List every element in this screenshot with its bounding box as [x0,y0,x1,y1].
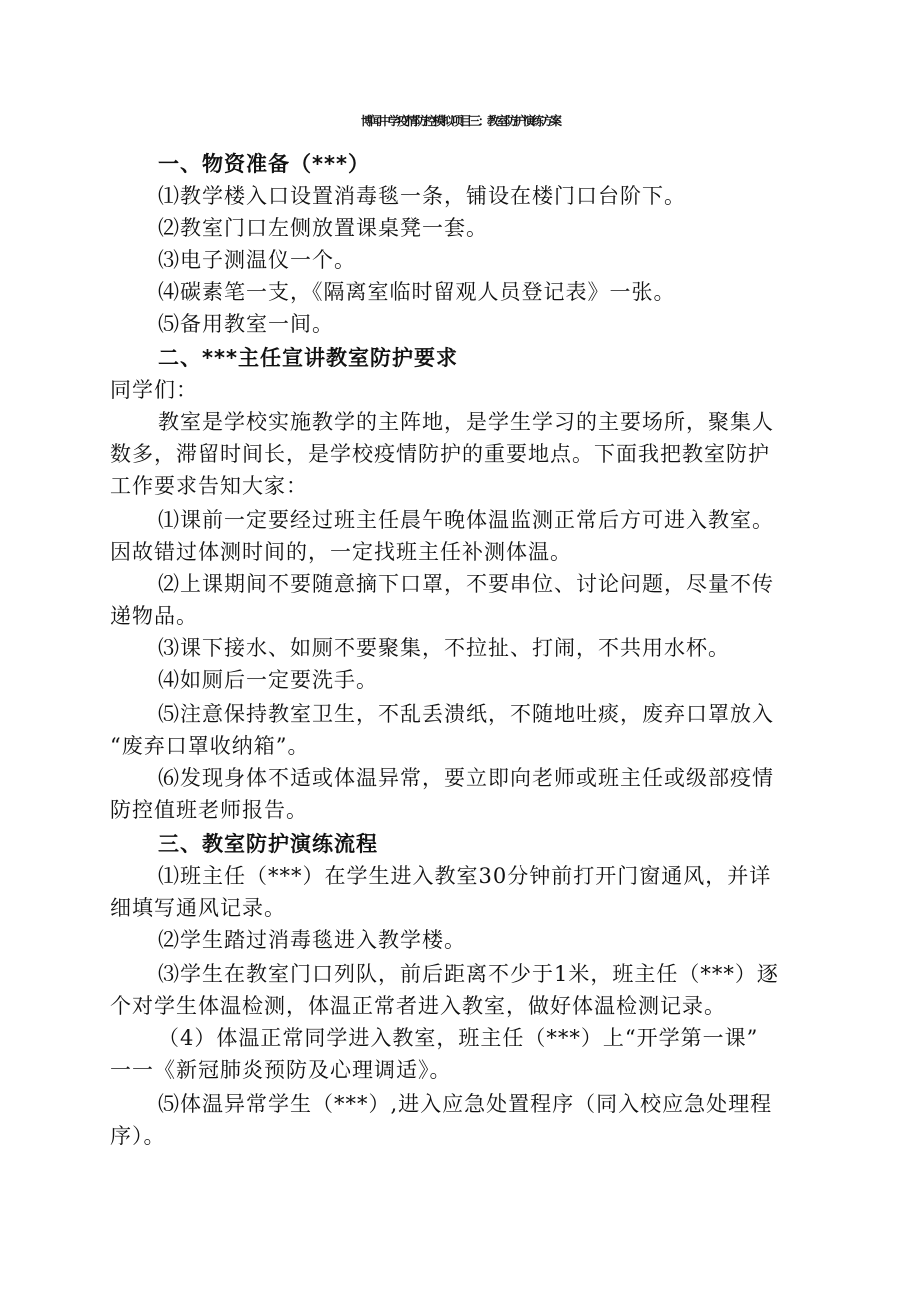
paragraph-line: 递物品。 [110,604,198,628]
paragraph-line: ⑶学生在教室门口列队，前后距离不少于1米，班主任（***）逐 [158,962,779,986]
section-1-item: ⑵教室门口左侧放置课桌凳一套。 [158,216,488,240]
document-title: 博闻中学疫情防控模拟项目三：教室防护演练方案 [360,114,559,128]
section-3-heading: 三、教室防护演练流程 [158,832,378,856]
paragraph-line: ⑵上课期间不要随意摘下口罩，不要串位、讨论问题，尽量不传 [158,572,774,596]
paragraph-line: 一一《新冠肺炎预防及心理调适》。 [110,1058,452,1082]
paragraph-line: （4）体温正常同学进入教室，班主任（***）上“开学第一课” [158,1026,759,1050]
paragraph-line: 工作要求告知大家： [110,474,308,498]
paragraph-line: 防控值班老师报告。 [110,798,308,822]
paragraph-line: 教室是学校实施教学的主阵地，是学生学习的主要场所，聚集人 [158,410,774,434]
section-1-item: ⑶电子测温仪一个。 [158,248,356,272]
paragraph-line: 细填写通风记录。 [110,896,286,920]
paragraph-line: 序）。 [110,1124,166,1148]
section-1-item: ⑸备用教室一间。 [158,312,334,336]
paragraph-line: ⑸注意保持教室卫生，不乱丢溃纸，不随地吐痰，废弃口罩放入 [158,702,774,726]
paragraph-line: ⑵学生踏过消毒毯进入教学楼。 [158,928,466,952]
paragraph-line: 数多，滞留时间长，是学校疫情防护的重要地点。下面我把教室防护 [110,442,770,466]
paragraph-line: ⑸体温异常学生（***）,进入应急处置程序（同入校应急处理程 [158,1092,773,1116]
paragraph-line: ⑹发现身体不适或体温异常，要立即向老师或班主任或级部疫情 [158,766,774,790]
section-1-item: ⑷碳素笔一支，《隔离室临时留观人员登记表》一张。 [158,280,676,304]
salutation: 同学们： [110,378,198,402]
section-1-item: ⑴教学楼入口设置消毒毯一条，铺设在楼门口台阶下。 [158,184,686,208]
paragraph-line: “废弃口罩收纳箱”。 [110,734,310,758]
paragraph-line: ⑴班主任（***）在学生进入教室30分钟前打开门窗通风，并详 [158,864,772,888]
paragraph-line: ⑶课下接水、如厕不要聚集，不拉扯、打闹，不共用水杯。 [158,636,730,660]
section-2-heading: 二、***主任宣讲教室防护要求 [158,346,458,370]
paragraph-line: 因故错过体测时间的，一定找班主任补测体温。 [110,540,572,564]
paragraph-line: ⑴课前一定要经过班主任晨午晚体温监测正常后方可进入教室。 [158,508,774,532]
paragraph-line: 个对学生体温检测，体温正常者进入教室，做好体温检测记录。 [110,994,726,1018]
section-1-heading: 一、物资准备（***） [158,152,370,176]
paragraph-line: ⑷如厕后一定要洗手。 [158,668,378,692]
